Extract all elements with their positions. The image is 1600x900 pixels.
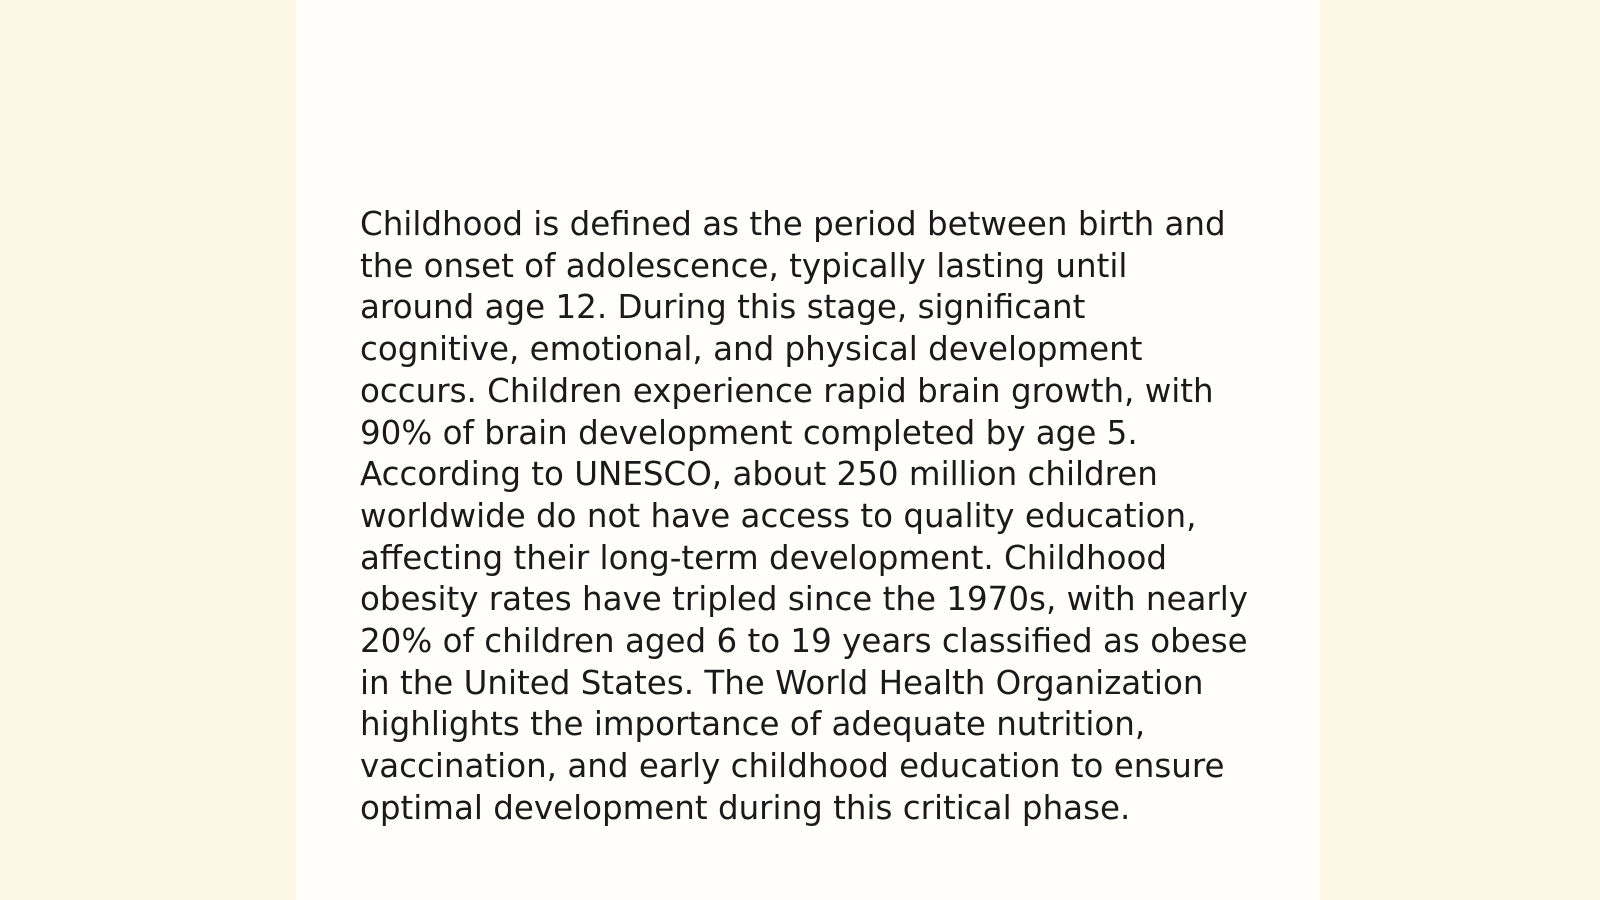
text-line: vaccination, and early childhood education to ensure [360, 747, 1225, 786]
text-line: 20% of children aged 6 to 19 years classified as obese [360, 622, 1248, 661]
text-line: highlights the importance of adequate nutrition, [360, 705, 1146, 744]
text-line: in the United States. The World Health Organization [360, 663, 1204, 702]
text-line: optimal development during this critical phase. [360, 788, 1131, 827]
text-line: 90% of brain development completed by age 5. [360, 413, 1138, 452]
text-line: occurs. Children experience rapid brain growth, with [360, 371, 1214, 410]
text-line: cognitive, emotional, and physical development [360, 330, 1143, 369]
text-line: affecting their long-term development. Childhood [360, 538, 1167, 577]
text-line: Childhood is defined as the period between birth and [360, 205, 1226, 243]
body-paragraph [360, 204, 1260, 830]
text-line: worldwide do not have access to quality education, [360, 496, 1197, 535]
text-line: the onset of adolescence, typically lasting until [360, 246, 1128, 285]
text-line: According to UNESCO, about 250 million children [360, 455, 1158, 494]
document-page [296, 0, 1320, 900]
text-line: obesity rates have tripled since the 1970s, with nearly [360, 580, 1249, 619]
text-line: around age 12. During this stage, significant [360, 288, 1086, 327]
